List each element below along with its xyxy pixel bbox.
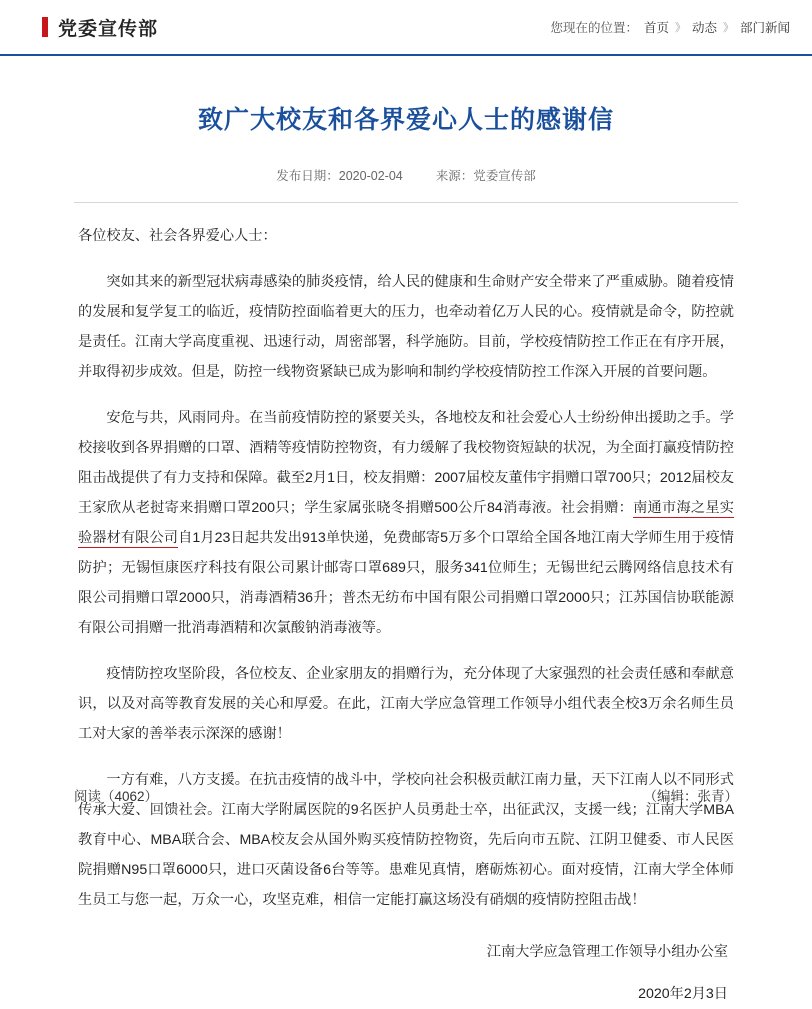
paragraph-2-part-a: 安危与共，风雨同舟。在当前疫情防控的紧要关头，各地校友和社会爱心人士纷纷伸出援助之手。学校接收到各界捐赠的口罩、酒精等疫情防控物资，有力缓解了我校物资短缺的状况，为全面打赢疫情防控阻击战提供了有力支持和保障。截至2月1日，校友捐赠：2007届校友董伟宇捐赠口罩700只；2012届校友王家欣从老挝寄来捐赠口罩200只；学生家属张晓冬捐赠500公斤84消毒液。社会捐赠： — [78, 409, 734, 516]
site-title: 党委宣传部 — [58, 18, 159, 40]
read-count: 阅读（4062） — [74, 789, 159, 804]
article — [0, 56, 812, 1009]
chevron-right-icon: 》 — [722, 22, 734, 34]
breadcrumb-item-department-news[interactable]: 部门新闻 — [739, 21, 790, 35]
paragraph-4: 一方有难，八方支援。在抗击疫情的战斗中，学校向社会积极贡献江南力量，天下江南人以不同形式传承大爱、回馈社会。江南大学附属医院的9名医护人员勇赴士卒，出征武汉，支援一线；江南大学MBA教育中心、MBA联合会、MBA校友会从国外购买疫情防控物资，先后向市五院、江阴卫健委、市人民医院捐赠N95口罩6000只，进口灭菌设备6台等等。患难见真情，磨砺炼初心。面对疫情，江南大学全体师生员工与您一起，万众一心，攻坚克难，相信一定能打赢这场没有硝烟的疫情防控阻击战！ — [78, 771, 734, 908]
site-title-group — [42, 14, 158, 41]
signature-org: 江南大学应急管理工作领导小组办公室 — [486, 943, 728, 960]
paragraph-salutation: 各位校友、社会各界爱心人士： — [78, 227, 277, 244]
article-body — [74, 203, 738, 1009]
breadcrumb-item-home[interactable]: 首页 — [643, 21, 669, 35]
editor-credit: （编辑：张青） — [643, 789, 738, 804]
breadcrumb — [550, 18, 790, 36]
publish-date: 发布日期：2020-02-04 — [276, 168, 403, 183]
highlighted-company-name: 南通市海之星实验器材有限公司 — [78, 499, 734, 546]
page-title: 致广大校友和各界爱心人士的感谢信 — [197, 106, 614, 134]
paragraph-1: 突如其来的新型冠状病毒感染的肺炎疫情，给人民的健康和生命财产安全带来了严重威胁。随着疫情的发展和复学复工的临近，疫情防控面临着更大的压力，也牵动着亿万人民的心。疫情就是命令，防控就是责任。江南大学高度重视、迅速行动，周密部署，科学施防。目前，学校疫情防控工作正在有序开展，并取得初步成效。但是，防控一线物资紧缺已成为影响和制约学校疫情防控工作深入开展的首要问题。 — [78, 273, 734, 380]
site-header — [0, 0, 812, 56]
article-footer — [0, 760, 812, 830]
breadcrumb-item-news[interactable]: 动态 — [691, 21, 717, 35]
chevron-right-icon: 》 — [674, 22, 686, 34]
signature-date: 2020年2月3日 — [638, 985, 728, 1002]
article-source: 来源：党委宣传部 — [435, 168, 536, 183]
breadcrumb-label: 您现在的位置： — [550, 21, 638, 35]
paragraph-2-part-b: 自1月23日起共发出913单快递，免费邮寄5万多个口罩给全国各地江南大学师生用于疫情防护；无锡恒康医疗科技有限公司累计邮寄口罩689只，服务341位师生；无锡世纪云腾网络信息技术有限公司捐赠口罩2000只，消毒酒精36升；普杰无纺布中国有限公司捐赠口罩2000只；江苏国信协联能源有限公司捐赠一批消毒酒精和次氯酸钠消毒液等。 — [78, 529, 734, 636]
article-meta — [74, 166, 738, 198]
paragraph-2 — [78, 403, 734, 643]
red-bar-icon — [42, 17, 48, 37]
paragraph-3: 疫情防控攻坚阶段，各位校友、企业家朋友的捐赠行为，充分体现了大家强烈的社会责任感和奉献意识，以及对高等教育发展的关心和厚爱。在此，江南大学应急管理工作领导小组代表全校3万余名师生员工对大家的善举表示深深的感谢！ — [78, 665, 734, 742]
